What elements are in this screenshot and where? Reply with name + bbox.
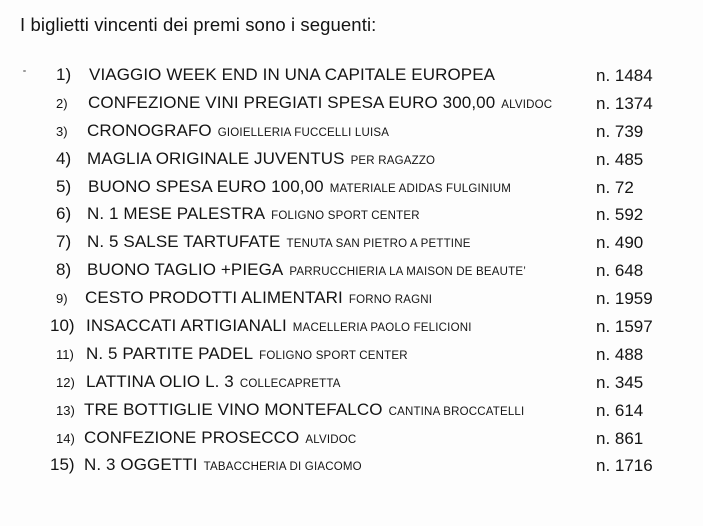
prize-number: 12) <box>56 374 75 390</box>
prize-title: CESTO PRODOTTI ALIMENTARI <box>85 288 343 308</box>
prize-number: 4) <box>56 148 72 168</box>
prize-title: N. 5 SALSE TARTUFATE <box>87 232 281 252</box>
prize-sponsor: GIOIELLERIA FUCCELLI LUISA <box>217 126 390 139</box>
prize-number: 2) <box>56 95 68 111</box>
prize-title: N. 5 PARTITE PADEL <box>86 343 254 363</box>
list-item <box>0 286 703 314</box>
prize-number: 8) <box>56 260 72 280</box>
prize-number: 3) <box>56 123 68 139</box>
winning-ticket-number: n. 1716 <box>596 456 653 476</box>
winning-ticket-number: n. 488 <box>596 344 644 364</box>
prize-number: 14) <box>56 430 75 446</box>
prize-number: 1) <box>56 65 72 84</box>
list-item <box>0 370 703 398</box>
prize-description <box>85 288 432 308</box>
prize-description <box>86 372 341 392</box>
winning-ticket-number: n. 648 <box>596 261 644 281</box>
prize-title: MAGLIA ORIGINALE JUVENTUS <box>87 148 345 168</box>
winning-ticket-number: n. 72 <box>596 177 634 197</box>
prize-sponsor: MACELLERIA PAOLO FELICIONI <box>292 322 472 335</box>
list-item <box>0 202 703 230</box>
list-item <box>0 398 703 426</box>
winning-ticket-number: n. 485 <box>596 149 644 169</box>
winning-ticket-number: n. 592 <box>596 205 644 225</box>
winning-ticket-number: n. 490 <box>596 233 644 253</box>
prize-description <box>86 344 408 364</box>
list-item <box>0 258 703 286</box>
list-item <box>0 175 703 203</box>
prize-title: TRE BOTTIGLIE VINO MONTEFALCO <box>84 399 383 419</box>
prize-title: INSACCATI ARTIGIANALI <box>86 316 287 336</box>
prize-number: 13) <box>56 402 75 418</box>
prize-number: 10) <box>50 316 75 336</box>
prize-sponsor: PER RAGAZZO <box>350 154 436 167</box>
prize-sponsor: FOLIGNO SPORT CENTER <box>259 349 408 362</box>
prize-sponsor: TABACCHERIA DI GIACOMO <box>203 461 362 474</box>
prize-description <box>86 316 472 336</box>
prize-sponsor: PARRUCCHIERIA LA MAISON DE BEAUTE’ <box>289 266 526 279</box>
prize-number: 11) <box>56 346 74 362</box>
prize-description <box>88 177 511 197</box>
prize-title: VIAGGIO WEEK END IN UNA CAPITALE EUROPEA <box>89 65 496 84</box>
prize-number: 5) <box>56 176 72 196</box>
prize-description <box>88 93 552 113</box>
prize-sponsor: FOLIGNO SPORT CENTER <box>271 210 420 223</box>
list-item <box>0 426 703 454</box>
list-item <box>0 342 703 370</box>
list-item <box>0 230 703 258</box>
prize-description <box>87 260 526 280</box>
prize-title: CONFEZIONE VINI PREGIATI SPESA EURO 300,00 <box>88 92 496 112</box>
list-item <box>0 91 703 119</box>
prize-number: 7) <box>56 232 72 252</box>
prize-description <box>87 232 471 252</box>
prize-sponsor: ALVIDOC <box>305 433 357 446</box>
winning-ticket-number: n. 1484 <box>596 66 653 85</box>
prize-title: N. 1 MESE PALESTRA <box>87 204 266 224</box>
prize-title: LATTINA OLIO L. 3 <box>86 371 234 391</box>
prize-title: CRONOGRAFO <box>87 120 212 140</box>
prize-description <box>89 65 495 85</box>
list-item <box>0 453 703 481</box>
winning-ticket-number: n. 345 <box>596 372 644 392</box>
prize-title: BUONO TAGLIO +PIEGA <box>87 260 284 280</box>
winning-ticket-number: n. 1374 <box>596 93 653 113</box>
prize-sponsor: ALVIDOC <box>501 98 553 111</box>
prize-title: BUONO SPESA EURO 100,00 <box>88 176 324 196</box>
winning-ticket-number: n. 861 <box>596 428 644 448</box>
winning-ticket-number: n. 739 <box>596 121 644 141</box>
prize-title: N. 3 OGGETTI <box>84 455 198 475</box>
prize-number: 9) <box>56 291 68 307</box>
list-item <box>0 314 703 342</box>
winning-ticket-number: n. 1597 <box>596 317 653 337</box>
prize-description <box>87 149 435 169</box>
prize-sponsor: COLLECAPRETTA <box>239 377 341 390</box>
prize-number: 6) <box>56 204 72 224</box>
prize-list <box>0 63 703 481</box>
list-item <box>0 63 703 91</box>
list-item <box>0 119 703 147</box>
prize-sponsor: MATERIALE ADIDAS FULGINIUM <box>329 182 512 195</box>
prize-description <box>87 121 389 141</box>
prize-sponsor: TENUTA SAN PIETRO A PETTINE <box>286 238 471 251</box>
list-item <box>0 147 703 175</box>
winning-ticket-number: n. 1959 <box>596 289 653 309</box>
prize-sponsor: CANTINA BROCCATELLI <box>388 405 525 418</box>
winning-ticket-number: n. 614 <box>596 400 644 420</box>
page-heading: I biglietti vincenti dei premi sono i seguenti: <box>20 14 377 35</box>
prize-description <box>87 204 420 224</box>
prize-sponsor: FORNO RAGNI <box>348 294 433 307</box>
prize-description <box>84 455 362 475</box>
prize-description <box>84 400 524 420</box>
prize-title: CONFEZIONE PROSECCO <box>84 427 300 447</box>
prize-number: 15) <box>50 455 75 475</box>
prize-description <box>84 428 356 448</box>
